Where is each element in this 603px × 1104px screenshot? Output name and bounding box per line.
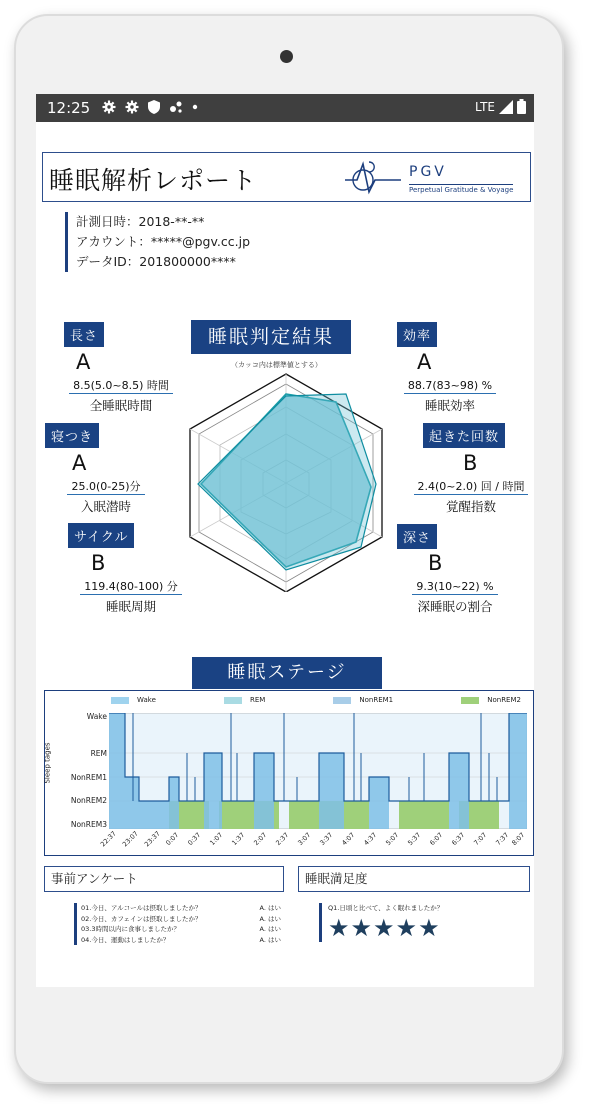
survey-list bbox=[74, 903, 281, 945]
screen bbox=[36, 94, 534, 987]
survey-row bbox=[81, 935, 281, 946]
survey-question: 03.3時間以内に食事しましたか？ bbox=[81, 925, 180, 933]
metric-name: 入眠潜時 bbox=[80, 499, 131, 514]
legend-nonrem2 bbox=[461, 696, 521, 704]
x-tick: 3:37 bbox=[318, 831, 335, 847]
sync-icon bbox=[169, 100, 183, 114]
survey-question: 04.今日、運動はしましたか？ bbox=[81, 935, 170, 944]
survey-answer: A. はい bbox=[259, 904, 281, 912]
metric-onset bbox=[46, 451, 166, 515]
battery-icon bbox=[517, 99, 526, 114]
y-label-nonrem1: NonREM1 bbox=[70, 773, 107, 782]
legend-rem-label: REM bbox=[249, 696, 266, 704]
sleep-stage-chart bbox=[44, 690, 534, 856]
metric-wake bbox=[408, 451, 534, 515]
x-tick: 6:37 bbox=[450, 831, 467, 847]
x-tick: 2:37 bbox=[274, 831, 291, 847]
metric-grade: A bbox=[417, 350, 432, 374]
x-tick: 8:07 bbox=[510, 831, 527, 847]
metric-value: 8.5(5.0~8.5) 時間 bbox=[69, 378, 173, 394]
survey-question: 01.今日、アルコールは摂取しましたか？ bbox=[81, 904, 202, 912]
y-label-rem: REM bbox=[90, 749, 107, 758]
metric-name: 覚醒指数 bbox=[445, 499, 496, 514]
radar-area-result bbox=[198, 394, 376, 570]
label-depth: 深さ bbox=[397, 524, 437, 549]
survey-answer: A. はい bbox=[259, 925, 281, 933]
metric-depth bbox=[396, 551, 514, 615]
legend-rem bbox=[224, 696, 265, 704]
x-tick: 0:07 bbox=[164, 831, 181, 847]
judgement-subtitle: （カッコ内は標準値とする） bbox=[231, 361, 322, 369]
metric-value: 88.7(83~98) % bbox=[404, 378, 496, 394]
label-length: 長さ bbox=[64, 322, 104, 347]
x-tick: 6:07 bbox=[428, 831, 445, 847]
network-type: LTE bbox=[475, 99, 495, 114]
data-id: データID：201800000**** bbox=[76, 254, 236, 269]
metric-grade: A bbox=[76, 350, 91, 374]
survey-row bbox=[81, 914, 281, 925]
x-tick: 5:07 bbox=[384, 831, 401, 847]
metric-value: 2.4(0~2.0) 回 / 時間 bbox=[414, 479, 529, 495]
metric-name: 睡眠周期 bbox=[105, 599, 156, 614]
radar-chart bbox=[166, 372, 406, 592]
x-tick: 1:07 bbox=[208, 831, 225, 847]
x-tick: 3:07 bbox=[296, 831, 313, 847]
x-tick: 1:37 bbox=[230, 831, 247, 847]
x-tick: 23:07 bbox=[120, 829, 140, 849]
status-bar bbox=[36, 94, 534, 122]
stages-title: 睡眠ステージ bbox=[192, 657, 382, 689]
status-time: 12:25 bbox=[47, 99, 91, 117]
pgv-logo bbox=[343, 158, 528, 198]
metric-name: 睡眠効率 bbox=[424, 398, 475, 413]
legend-wake bbox=[111, 696, 156, 704]
survey-answer: A. はい bbox=[259, 935, 281, 944]
report-header bbox=[42, 152, 531, 202]
satisfaction-block bbox=[319, 903, 528, 942]
account: アカウント：*****@pgv.cc.jp bbox=[76, 234, 251, 249]
metric-grade: B bbox=[428, 551, 443, 575]
legend-nonrem1-label: NonREM1 bbox=[359, 696, 394, 704]
label-cycle: サイクル bbox=[68, 523, 134, 548]
survey-title: 事前アンケート bbox=[44, 866, 284, 892]
metric-value: 25.0(0-25)分 bbox=[67, 479, 144, 495]
metric-name: 深睡眠の割合 bbox=[417, 599, 493, 614]
measure-date: 計測日時：2018-**-** bbox=[76, 214, 205, 229]
metric-value: 9.3(10~22) % bbox=[412, 579, 497, 595]
report-title: 睡眠解析レポート bbox=[49, 166, 258, 195]
star-rating: ★★★★★ bbox=[328, 914, 441, 942]
survey-row bbox=[81, 903, 281, 914]
metric-grade: B bbox=[463, 451, 478, 475]
metric-name: 全睡眠時間 bbox=[89, 398, 153, 413]
hypnogram bbox=[109, 713, 527, 829]
metric-grade: A bbox=[72, 451, 87, 475]
survey-question: 02.今日、カフェインは摂取しましたか？ bbox=[81, 914, 202, 923]
y-axis-title: Sleep tages bbox=[43, 742, 52, 784]
y-label-nonrem3: NonREM3 bbox=[70, 820, 107, 829]
legend bbox=[111, 696, 521, 704]
survey-row bbox=[81, 924, 281, 935]
status-right bbox=[475, 99, 526, 114]
x-tick: 22:37 bbox=[98, 829, 118, 849]
more-notifications-icon bbox=[192, 104, 198, 110]
logo-tagline: Perpetual Gratitude & Voyage bbox=[409, 186, 514, 194]
label-onset: 寝つき bbox=[45, 423, 99, 448]
logo-wordmark: PGV bbox=[409, 164, 447, 180]
report-meta bbox=[65, 212, 250, 272]
metric-efficiency bbox=[391, 350, 509, 414]
legend-nonrem2-label: NonREM2 bbox=[487, 696, 521, 704]
shield-icon bbox=[148, 100, 160, 114]
judgement-title: 睡眠判定結果 bbox=[191, 320, 351, 354]
satisfaction-question: Q1.日頃と比べて、よく眠れましたか？ bbox=[328, 904, 444, 912]
y-labels bbox=[57, 712, 107, 830]
survey-answer: A. はい bbox=[259, 914, 281, 923]
x-tick: 2:07 bbox=[252, 831, 269, 847]
gear-icon bbox=[125, 100, 139, 114]
x-tick: 23:37 bbox=[142, 829, 162, 849]
metric-value: 119.4(80-100) 分 bbox=[80, 579, 182, 595]
legend-wake-label: Wake bbox=[137, 696, 156, 704]
gear-icon bbox=[102, 100, 116, 114]
satisfaction-title: 睡眠満足度 bbox=[298, 866, 530, 892]
x-tick: 4:07 bbox=[340, 831, 357, 847]
legend-nonrem1 bbox=[333, 696, 393, 704]
x-tick: 0:37 bbox=[186, 831, 203, 847]
x-tick: 7:07 bbox=[472, 831, 489, 847]
x-tick: 5:37 bbox=[406, 831, 423, 847]
y-label-wake: Wake bbox=[86, 712, 107, 721]
front-camera bbox=[280, 50, 293, 63]
x-axis-ticks bbox=[98, 829, 529, 851]
x-tick: 7:37 bbox=[494, 831, 511, 847]
y-label-nonrem2: NonREM2 bbox=[70, 796, 107, 805]
label-efficiency: 効率 bbox=[397, 322, 437, 347]
label-wake: 起きた回数 bbox=[423, 423, 505, 448]
x-tick: 4:37 bbox=[362, 831, 379, 847]
notification-icons bbox=[102, 100, 198, 114]
signal-icon bbox=[499, 100, 513, 114]
metric-grade: B bbox=[91, 551, 106, 575]
